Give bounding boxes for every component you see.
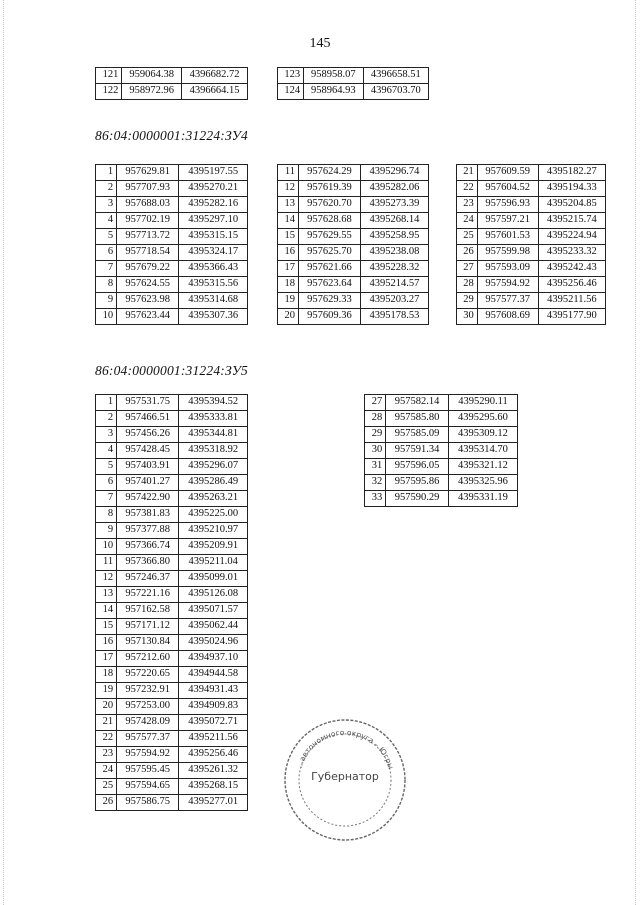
coord-y: 4395273.39 (360, 197, 428, 213)
point-number: 16 (278, 245, 299, 261)
coord-y: 4395071.57 (179, 603, 248, 619)
table-row (457, 245, 606, 261)
table-row (96, 309, 248, 325)
coord-y: 4395209.91 (179, 539, 248, 555)
point-number: 13 (96, 587, 117, 603)
coord-x: 957220.65 (117, 667, 179, 683)
coords-table-zu4-col2 (277, 164, 429, 325)
coord-y: 4395215.74 (538, 213, 605, 229)
coord-x: 957456.26 (117, 427, 179, 443)
coord-y: 4395314.68 (179, 293, 248, 309)
point-number: 30 (457, 309, 478, 325)
coord-y: 4395324.17 (179, 245, 248, 261)
coord-x: 957623.44 (117, 309, 179, 325)
coord-y: 4395307.36 (179, 309, 248, 325)
point-number: 24 (96, 763, 117, 779)
coord-y: 4395177.90 (538, 309, 605, 325)
point-number: 121 (96, 68, 122, 84)
table-row (96, 619, 248, 635)
table-row (96, 68, 248, 84)
table-row (365, 395, 518, 411)
table-row (96, 197, 248, 213)
coord-y: 4395242.43 (538, 261, 605, 277)
coord-y: 4395325.96 (448, 475, 517, 491)
coord-y: 4395194.33 (538, 181, 605, 197)
coord-x: 957366.80 (117, 555, 179, 571)
point-number: 3 (96, 197, 117, 213)
coord-x: 957629.33 (298, 293, 360, 309)
point-number: 11 (96, 555, 117, 571)
coord-x: 957621.66 (298, 261, 360, 277)
scan-right-edge (635, 0, 637, 905)
point-number: 2 (96, 411, 117, 427)
point-number: 15 (96, 619, 117, 635)
point-number: 23 (96, 747, 117, 763)
coord-x: 957595.45 (117, 763, 179, 779)
coord-x: 959064.38 (122, 68, 182, 84)
table-row (96, 731, 248, 747)
table-row (96, 475, 248, 491)
coord-x: 957162.58 (117, 603, 179, 619)
point-number: 25 (96, 779, 117, 795)
point-number: 9 (96, 293, 117, 309)
coord-y: 4395258.95 (360, 229, 428, 245)
coord-x: 957428.09 (117, 715, 179, 731)
table-row (96, 571, 248, 587)
table-row (457, 213, 606, 229)
table-row (96, 699, 248, 715)
coord-x: 957577.37 (117, 731, 179, 747)
coord-y: 4395315.56 (179, 277, 248, 293)
table-row (278, 165, 429, 181)
point-number: 22 (457, 181, 478, 197)
table-row (96, 715, 248, 731)
coord-y: 4395024.96 (179, 635, 248, 651)
table-row (96, 651, 248, 667)
coord-y: 4395282.16 (179, 197, 248, 213)
point-number: 16 (96, 635, 117, 651)
point-number: 10 (96, 309, 117, 325)
table-row (96, 245, 248, 261)
coord-x: 957593.09 (477, 261, 538, 277)
coord-x: 958972.96 (122, 84, 182, 100)
table-row (278, 261, 429, 277)
table-row (457, 181, 606, 197)
coord-y: 4395315.15 (179, 229, 248, 245)
coord-y: 4395211.56 (538, 293, 605, 309)
coord-y: 4395228.32 (360, 261, 428, 277)
coord-y: 4395270.21 (179, 181, 248, 197)
table-row (96, 293, 248, 309)
table-row (96, 747, 248, 763)
point-number: 33 (365, 491, 386, 507)
point-number: 32 (365, 475, 386, 491)
table-row (457, 197, 606, 213)
coord-y: 4395178.53 (360, 309, 428, 325)
page-number: 145 (309, 36, 331, 51)
point-number: 21 (457, 165, 478, 181)
coord-x: 957629.55 (298, 229, 360, 245)
coord-y: 4395204.85 (538, 197, 605, 213)
point-number: 18 (278, 277, 299, 293)
coord-x: 957428.45 (117, 443, 179, 459)
table-row (365, 427, 518, 443)
table-row (96, 795, 248, 811)
coord-x: 957624.55 (117, 277, 179, 293)
coord-x: 957585.09 (386, 427, 449, 443)
table-row (96, 181, 248, 197)
table-row (96, 84, 248, 100)
coord-x: 957608.69 (477, 309, 538, 325)
coord-y: 4394909.83 (179, 699, 248, 715)
coord-x: 957531.75 (117, 395, 179, 411)
coord-y: 4395321.12 (448, 459, 517, 475)
coord-y: 4395344.81 (179, 427, 248, 443)
svg-text:…автономного округа – Югры (295, 728, 396, 770)
coord-x: 957232.91 (117, 683, 179, 699)
coord-y: 4395126.08 (179, 587, 248, 603)
point-number: 3 (96, 427, 117, 443)
table-row (457, 277, 606, 293)
coord-y: 4395314.70 (448, 443, 517, 459)
coords-table-zu4-col3 (456, 164, 606, 325)
point-number: 6 (96, 475, 117, 491)
coord-x: 957422.90 (117, 491, 179, 507)
point-number: 19 (278, 293, 299, 309)
coord-y: 4395256.46 (538, 277, 605, 293)
table-row (96, 229, 248, 245)
table-row (278, 84, 429, 100)
point-number: 2 (96, 181, 117, 197)
point-number: 22 (96, 731, 117, 747)
coord-x: 957620.70 (298, 197, 360, 213)
point-number: 27 (457, 261, 478, 277)
table-row (278, 309, 429, 325)
table-row (96, 507, 248, 523)
table-row (365, 443, 518, 459)
point-number: 123 (278, 68, 304, 84)
coord-x: 957381.83 (117, 507, 179, 523)
coord-y: 4395297.10 (179, 213, 248, 229)
coord-y: 4395211.04 (179, 555, 248, 571)
coord-x: 957596.05 (386, 459, 449, 475)
coord-y: 4395366.43 (179, 261, 248, 277)
coords-table-zu5-col2 (364, 394, 518, 507)
coord-x: 957594.92 (117, 747, 179, 763)
point-number: 26 (96, 795, 117, 811)
table-row (96, 763, 248, 779)
table-row (278, 245, 429, 261)
coord-x: 957577.37 (477, 293, 538, 309)
coord-x: 957713.72 (117, 229, 179, 245)
table-row (278, 277, 429, 293)
coord-y: 4395263.21 (179, 491, 248, 507)
point-number: 10 (96, 539, 117, 555)
point-number: 20 (278, 309, 299, 325)
table-row (96, 603, 248, 619)
coord-y: 4394931.43 (179, 683, 248, 699)
coord-x: 957582.14 (386, 395, 449, 411)
coord-x: 957377.88 (117, 523, 179, 539)
table-row (278, 293, 429, 309)
point-number: 1 (96, 165, 117, 181)
coord-x: 957590.29 (386, 491, 449, 507)
point-number: 26 (457, 245, 478, 261)
coord-x: 957629.81 (117, 165, 179, 181)
section-title-zu4: 86:04:0000001:31224:ЗУ4 (95, 128, 248, 143)
point-number: 5 (96, 459, 117, 475)
table-row (96, 635, 248, 651)
coord-x: 957609.36 (298, 309, 360, 325)
coords-table-top-left (95, 67, 248, 100)
table-row (96, 523, 248, 539)
coord-y: 4395238.08 (360, 245, 428, 261)
coord-x: 957585.80 (386, 411, 449, 427)
official-seal (280, 715, 410, 845)
point-number: 29 (457, 293, 478, 309)
point-number: 17 (96, 651, 117, 667)
point-number: 28 (365, 411, 386, 427)
coord-x: 957594.92 (477, 277, 538, 293)
coord-y: 4395282.06 (360, 181, 428, 197)
table-row (96, 667, 248, 683)
coord-x: 957625.70 (298, 245, 360, 261)
table-row (365, 491, 518, 507)
table-row (278, 68, 429, 84)
coord-y: 4396664.15 (182, 84, 248, 100)
coord-x: 957619.39 (298, 181, 360, 197)
coord-x: 957597.21 (477, 213, 538, 229)
table-row (96, 213, 248, 229)
coord-x: 957688.03 (117, 197, 179, 213)
coord-x: 957171.12 (117, 619, 179, 635)
scan-left-edge (3, 0, 5, 905)
point-number: 5 (96, 229, 117, 245)
coord-x: 957221.16 (117, 587, 179, 603)
coord-x: 957599.98 (477, 245, 538, 261)
coord-x: 957628.68 (298, 213, 360, 229)
point-number: 14 (278, 213, 299, 229)
table-row (278, 197, 429, 213)
table-row (457, 309, 606, 325)
coord-x: 957596.93 (477, 197, 538, 213)
table-row (278, 213, 429, 229)
coord-x: 957601.53 (477, 229, 538, 245)
point-number: 27 (365, 395, 386, 411)
point-number: 19 (96, 683, 117, 699)
coord-x: 957624.29 (298, 165, 360, 181)
coord-y: 4395309.12 (448, 427, 517, 443)
point-number: 6 (96, 245, 117, 261)
table-row (96, 277, 248, 293)
point-number: 11 (278, 165, 299, 181)
coord-x: 957586.75 (117, 795, 179, 811)
coord-x: 957130.84 (117, 635, 179, 651)
coord-y: 4395256.46 (179, 747, 248, 763)
coord-x: 957718.54 (117, 245, 179, 261)
coords-table-top-right (277, 67, 429, 100)
point-number: 29 (365, 427, 386, 443)
coord-x: 957466.51 (117, 411, 179, 427)
coord-y: 4395296.74 (360, 165, 428, 181)
table-row (457, 165, 606, 181)
point-number: 4 (96, 213, 117, 229)
coord-y: 4395210.97 (179, 523, 248, 539)
coord-y: 4395331.19 (448, 491, 517, 507)
coord-y: 4395224.94 (538, 229, 605, 245)
point-number: 28 (457, 277, 478, 293)
table-row (96, 443, 248, 459)
point-number: 8 (96, 507, 117, 523)
coord-x: 957604.52 (477, 181, 538, 197)
coords-table-zu5-col1 (95, 394, 248, 811)
point-number: 18 (96, 667, 117, 683)
point-number: 4 (96, 443, 117, 459)
coord-x: 957702.19 (117, 213, 179, 229)
table-row (96, 491, 248, 507)
point-number: 17 (278, 261, 299, 277)
point-number: 124 (278, 84, 304, 100)
point-number: 12 (96, 571, 117, 587)
coord-y: 4395333.81 (179, 411, 248, 427)
table-row (457, 229, 606, 245)
coord-y: 4395268.14 (360, 213, 428, 229)
coord-y: 4395182.27 (538, 165, 605, 181)
coords-table-zu4-col1 (95, 164, 248, 325)
coord-x: 957609.59 (477, 165, 538, 181)
coord-x: 957707.93 (117, 181, 179, 197)
coord-y: 4395296.07 (179, 459, 248, 475)
table-row (96, 587, 248, 603)
coord-x: 957403.91 (117, 459, 179, 475)
table-row (96, 165, 248, 181)
seal-ring-text: …автономного округа – Югры (294, 727, 396, 771)
seal-center-text: Губернатор (311, 770, 379, 783)
point-number: 30 (365, 443, 386, 459)
coord-x: 957212.60 (117, 651, 179, 667)
coord-x: 957253.00 (117, 699, 179, 715)
table-row (96, 539, 248, 555)
coord-y: 4396658.51 (363, 68, 428, 84)
coord-y: 4395261.32 (179, 763, 248, 779)
coord-y: 4395099.01 (179, 571, 248, 587)
table-row (96, 261, 248, 277)
coord-y: 4395286.49 (179, 475, 248, 491)
point-number: 24 (457, 213, 478, 229)
coord-y: 4395233.32 (538, 245, 605, 261)
point-number: 7 (96, 491, 117, 507)
coord-y: 4394944.58 (179, 667, 248, 683)
table-row (278, 181, 429, 197)
coord-y: 4396682.72 (182, 68, 248, 84)
coord-y: 4395214.57 (360, 277, 428, 293)
coord-x: 957401.27 (117, 475, 179, 491)
table-row (365, 411, 518, 427)
coord-y: 4395394.52 (179, 395, 248, 411)
point-number: 13 (278, 197, 299, 213)
coord-y: 4395211.56 (179, 731, 248, 747)
table-row (96, 459, 248, 475)
table-row (96, 779, 248, 795)
coord-x: 957591.34 (386, 443, 449, 459)
coord-y: 4395295.60 (448, 411, 517, 427)
coord-y: 4395203.27 (360, 293, 428, 309)
coord-y: 4394937.10 (179, 651, 248, 667)
point-number: 9 (96, 523, 117, 539)
coord-y: 4395225.00 (179, 507, 248, 523)
point-number: 20 (96, 699, 117, 715)
coord-x: 957594.65 (117, 779, 179, 795)
coord-x: 957246.37 (117, 571, 179, 587)
table-row (365, 459, 518, 475)
table-row (96, 411, 248, 427)
point-number: 25 (457, 229, 478, 245)
point-number: 1 (96, 395, 117, 411)
coord-x: 957679.22 (117, 261, 179, 277)
table-row (96, 395, 248, 411)
coord-y: 4395277.01 (179, 795, 248, 811)
coord-y: 4395318.92 (179, 443, 248, 459)
point-number: 7 (96, 261, 117, 277)
table-row (96, 555, 248, 571)
table-row (96, 427, 248, 443)
table-row (96, 683, 248, 699)
coord-x: 958964.93 (304, 84, 363, 100)
coord-y: 4395072.71 (179, 715, 248, 731)
coord-y: 4395197.55 (179, 165, 248, 181)
coord-x: 957595.86 (386, 475, 449, 491)
table-row (278, 229, 429, 245)
point-number: 122 (96, 84, 122, 100)
coord-y: 4395290.11 (448, 395, 517, 411)
coord-x: 957366.74 (117, 539, 179, 555)
coord-y: 4395062.44 (179, 619, 248, 635)
table-row (457, 293, 606, 309)
coord-x: 957623.64 (298, 277, 360, 293)
coord-x: 958958.07 (304, 68, 363, 84)
coord-x: 957623.98 (117, 293, 179, 309)
point-number: 14 (96, 603, 117, 619)
section-title-zu5: 86:04:0000001:31224:ЗУ5 (95, 363, 248, 378)
point-number: 12 (278, 181, 299, 197)
table-row (365, 475, 518, 491)
coord-y: 4396703.70 (363, 84, 428, 100)
point-number: 31 (365, 459, 386, 475)
coord-y: 4395268.15 (179, 779, 248, 795)
point-number: 15 (278, 229, 299, 245)
point-number: 23 (457, 197, 478, 213)
point-number: 8 (96, 277, 117, 293)
table-row (457, 261, 606, 277)
point-number: 21 (96, 715, 117, 731)
